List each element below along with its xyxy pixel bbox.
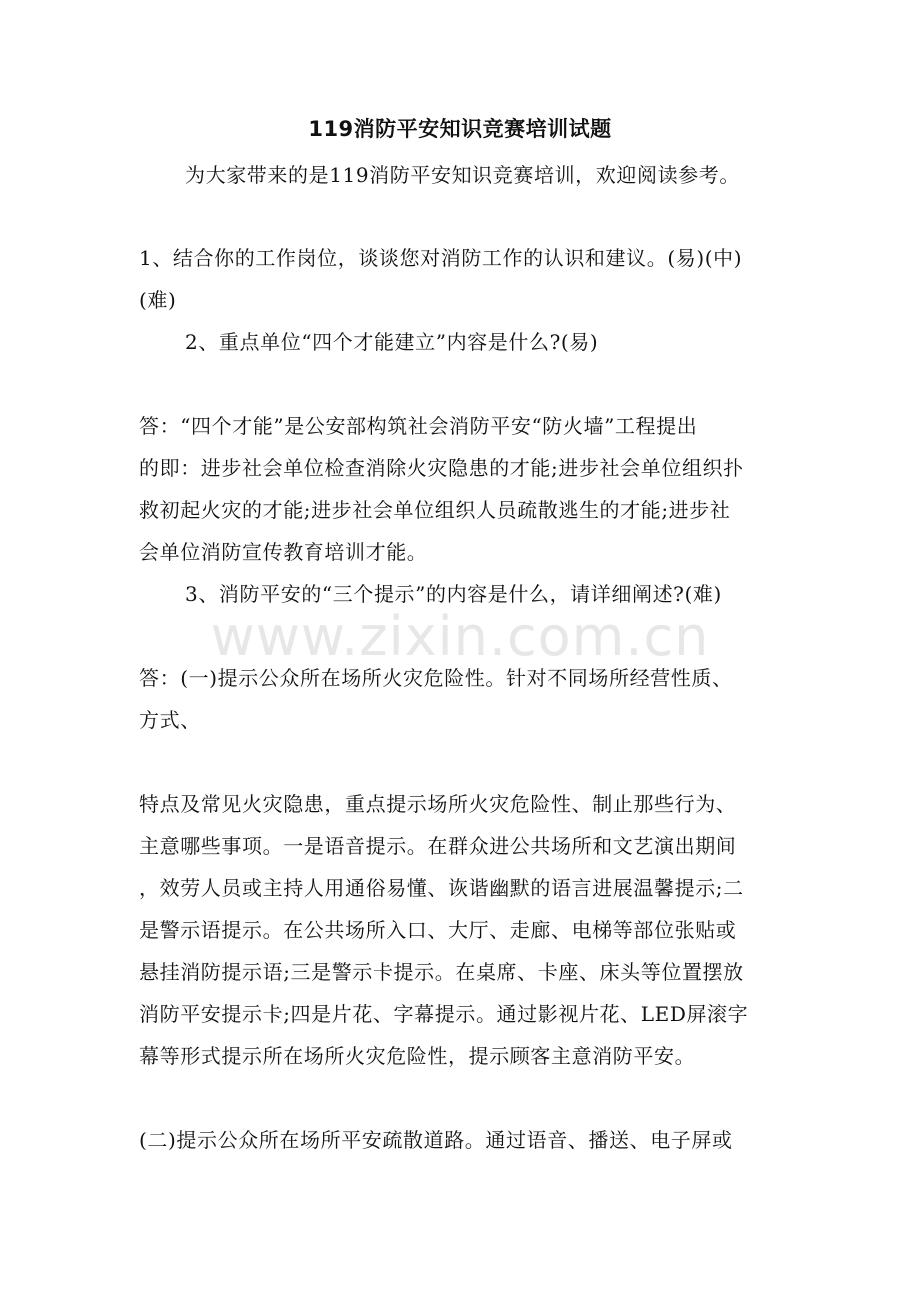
paragraph-3-line-3: ，效劳人员或主持人用通俗易懂、诙谐幽默的语言进展温馨提示;二 (139, 876, 744, 900)
question-1-line-1: 1、结合你的工作岗位，谈谈您对消防工作的认识和建议。(易)(中) (139, 246, 743, 270)
intro-text: 为大家带来的是119消防平安知识竞赛培训，欢迎阅读参考。 (185, 163, 740, 187)
answer-2-line-1: 答：“四个才能”是公安部构筑社会消防平安“防火墙”工程提出 (139, 414, 698, 438)
paragraph-3-line-4: 是警示语提示。在公共场所入口、大厅、走廊、电梯等部位张贴或 (139, 918, 737, 942)
question-3: 3、消防平安的“三个提示”的内容是什么，请详细阐述?(难) (185, 582, 722, 606)
paragraph-3-line-2: 主意哪些事项。一是语音提示。在群众进公共场所和文艺演出期间 (139, 834, 737, 858)
answer-2-line-3: 救初起火灾的才能;进步社会单位组织人员疏散逃生的才能;进步社 (139, 498, 731, 522)
paragraph-3-line-6: 消防平安提示卡;四是片花、字幕提示。通过影视片花、LED屏滚字 (139, 1002, 749, 1026)
paragraph-4-line-1: (二)提示公众所在场所平安疏散道路。通过语音、播送、电子屏或 (139, 1128, 733, 1152)
question-1-line-2: (难) (139, 288, 177, 312)
answer-2-line-2: 的即：进步社会单位检查消除火灾隐患的才能;进步社会单位组织扑 (139, 456, 744, 480)
answer-3-line-1: 答：(一)提示公众所在场所火灾危险性。针对不同场所经营性质、 (139, 666, 733, 690)
paragraph-3-line-5: 悬挂消防提示语;三是警示卡提示。在桌席、卡座、床头等位置摆放 (139, 960, 744, 984)
answer-3-line-2: 方式、 (139, 708, 201, 732)
paragraph-3-line-7: 幕等形式提示所在场所火灾危险性，提示顾客主意消防平安。 (139, 1044, 696, 1068)
document-title: 119消防平安知识竞赛培训试题 (308, 117, 612, 141)
answer-2-line-4: 会单位消防宣传教育培训才能。 (139, 540, 428, 564)
question-2: 2、重点单位“四个才能建立”内容是什么?(易) (185, 330, 599, 354)
watermark: www.zixin.com.cn (210, 605, 710, 668)
paragraph-3-line-1: 特点及常见火灾隐患，重点提示场所火灾危险性、制止那些行为、 (139, 792, 737, 816)
